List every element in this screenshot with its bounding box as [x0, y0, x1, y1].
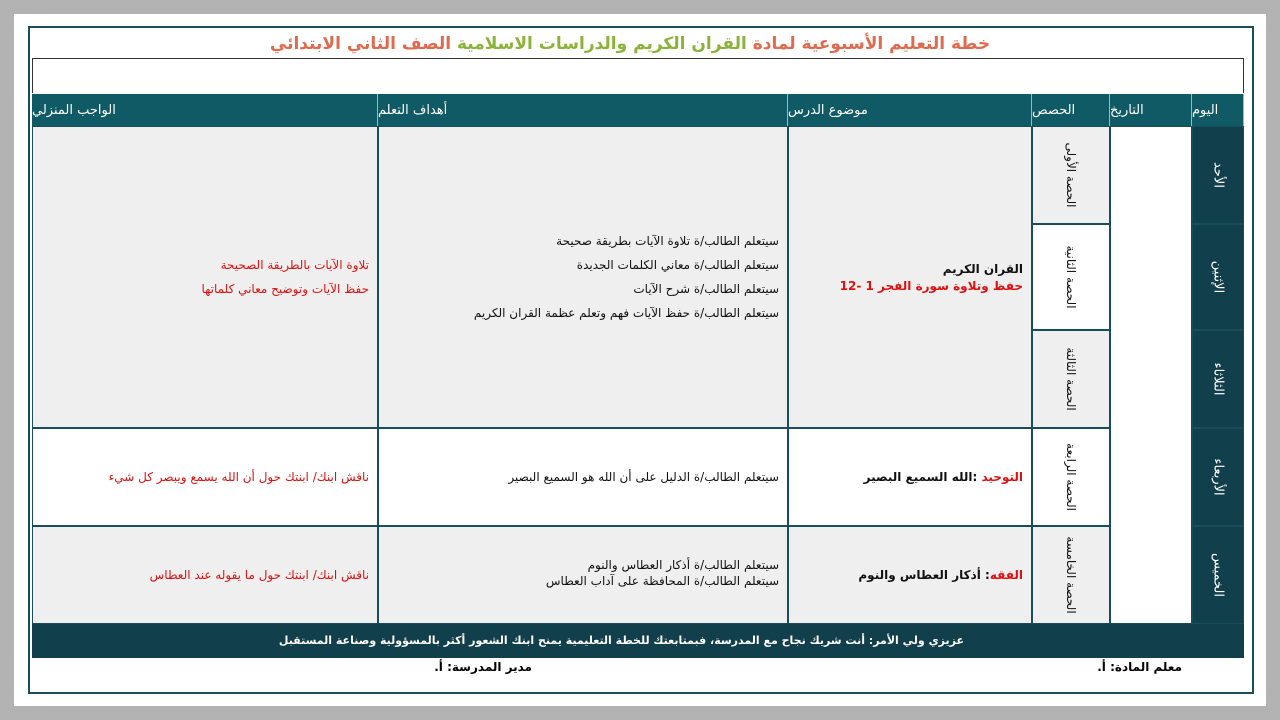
homework-cell-2 — [32, 428, 378, 526]
header-homework: الواجب المنزلي — [32, 94, 378, 126]
title-part-2: القران الكريم والدراسات الاسلامية — [457, 34, 747, 54]
objectives-cell-1 — [378, 126, 788, 428]
topic-text-fiqh: : أذكار العطاس والنوم — [858, 568, 990, 582]
header-objectives: أهداف التعلم — [378, 94, 788, 126]
period-4: الحصة الرابعة — [1032, 428, 1110, 526]
header-day: اليوم — [1192, 94, 1244, 126]
homework-cell-3 — [32, 526, 378, 624]
homework-item: تلاوة الآيات بالطريقة الصحيحة — [220, 258, 369, 272]
title-part-3: الصف الثاني الابتدائي — [269, 34, 452, 54]
blank-info-row[interactable] — [32, 58, 1244, 93]
objective-item: سيتعلم الطالب/ة شرح الآيات — [633, 282, 779, 296]
day-tuesday: الثلاثاء — [1192, 330, 1244, 428]
period-5: الحصة الخامسة — [1032, 526, 1110, 624]
objectives-cell-3 — [378, 526, 788, 624]
objective-item: سيتعلم الطالب/ة أذكار العطاس والنوم — [587, 558, 779, 572]
topic-title-quran: القران الكريم — [942, 262, 1023, 276]
homework-item: ناقش ابنك/ ابنتك حول أن الله يسمع ويبصر كل شيء — [108, 470, 369, 484]
date-column[interactable] — [1110, 126, 1192, 624]
day-wednesday: الأربعاء — [1192, 428, 1244, 526]
title-part-1: خطة التعليم الأسبوعية لمادة — [752, 34, 991, 54]
objective-item: سيتعلم الطالب/ة حفظ الآيات فهم وتعلم عظمة القران الكريم — [473, 306, 779, 320]
objective-item: سيتعلم الطالب/ة تلاوة الآيات بطريقة صحيحة — [556, 234, 779, 248]
day-monday: الإثنين — [1192, 224, 1244, 330]
period-3: الحصة الثالثة — [1032, 330, 1110, 428]
homework-item: حفظ الآيات وتوضيح معاني كلماتها — [201, 282, 369, 296]
day-thursday: الخميس — [1192, 526, 1244, 624]
weekly-plan-sheet — [28, 26, 1254, 694]
header-date: التاريخ — [1110, 94, 1192, 126]
period-1: الحصة الأولى — [1032, 126, 1110, 224]
topic-cell-3 — [788, 526, 1032, 624]
topic-label-fiqh: الفقه — [989, 568, 1023, 582]
objective-item: سيتعلم الطالب/ة معاني الكلمات الجديدة — [576, 258, 779, 272]
day-sunday: الأحد — [1192, 126, 1244, 224]
teacher-signature-label: معلم المادة: أ. — [1097, 660, 1182, 674]
topic-label-tawheed: التوحيد — [981, 470, 1023, 484]
topic-cell-1 — [788, 126, 1032, 428]
header-topic: موضوع الدرس — [788, 94, 1032, 126]
homework-cell-1 — [32, 126, 378, 428]
principal-signature-label: مدير المدرسة: أ. — [434, 660, 532, 674]
topic-cell-2 — [788, 428, 1032, 526]
topic-detail-quran: حفظ وتلاوة سورة الفجر 1 -12 — [839, 279, 1023, 293]
period-2: الحصة الثانية — [1032, 224, 1110, 330]
objective-item: سيتعلم الطالب/ة المحافظة على آداب العطاس — [545, 574, 779, 588]
parent-note: عزيزي ولي الأمر: أنت شريك نجاح مع المدرسة، فبمتابعتك للخطة التعليمية يمنح ابنك الشعور أكثر بالمسؤولية وصناعة المستقبل — [32, 624, 1244, 658]
page-title — [30, 34, 1230, 54]
topic-text-tawheed: :الله السميع البصير — [863, 470, 982, 484]
homework-item: ناقش ابنك/ ابنتك حول ما يقوله عند العطاس — [149, 568, 369, 582]
objective-item: سيتعلم الطالب/ة الدليل على أن الله هو السميع البصير — [508, 470, 779, 484]
objectives-cell-2 — [378, 428, 788, 526]
header-periods: الحصص — [1032, 94, 1110, 126]
